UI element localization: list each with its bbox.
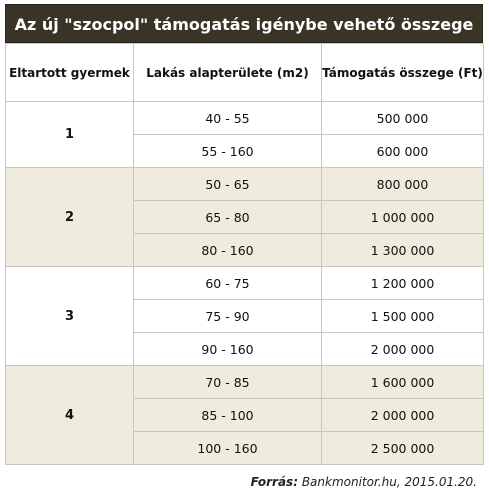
area-cell: 50 - 65 bbox=[134, 168, 322, 201]
support-table-panel bbox=[5, 4, 483, 489]
area-cell: 40 - 55 bbox=[134, 102, 322, 135]
source-note bbox=[5, 475, 483, 489]
amount-cell: 2 000 000 bbox=[322, 333, 484, 366]
amount-cell: 1 000 000 bbox=[322, 201, 484, 234]
area-cell: 70 - 85 bbox=[134, 366, 322, 399]
area-cell: 100 - 160 bbox=[134, 432, 322, 465]
area-cell: 90 - 160 bbox=[134, 333, 322, 366]
area-cell: 55 - 160 bbox=[134, 135, 322, 168]
children-count-cell: 4 bbox=[6, 366, 134, 465]
table-title: Az új "szocpol" támogatás igénybe vehető összege bbox=[5, 4, 483, 43]
amount-cell: 1 600 000 bbox=[322, 366, 484, 399]
header-amount: Támogatás összege (Ft) bbox=[322, 44, 484, 102]
support-table bbox=[5, 43, 484, 465]
header-children: Eltartott gyermek bbox=[6, 44, 134, 102]
header-area: Lakás alapterülete (m2) bbox=[134, 44, 322, 102]
table-row bbox=[6, 168, 484, 201]
table-row bbox=[6, 366, 484, 399]
table-row bbox=[6, 102, 484, 135]
source-text: Bankmonitor.hu, 2015.01.20. bbox=[301, 475, 477, 489]
children-count-cell: 1 bbox=[6, 102, 134, 168]
table-row bbox=[6, 267, 484, 300]
amount-cell: 2 000 000 bbox=[322, 399, 484, 432]
amount-cell: 1 300 000 bbox=[322, 234, 484, 267]
amount-cell: 800 000 bbox=[322, 168, 484, 201]
area-cell: 65 - 80 bbox=[134, 201, 322, 234]
table-body bbox=[6, 102, 484, 465]
area-cell: 75 - 90 bbox=[134, 300, 322, 333]
children-count-cell: 3 bbox=[6, 267, 134, 366]
amount-cell: 2 500 000 bbox=[322, 432, 484, 465]
children-count-cell: 2 bbox=[6, 168, 134, 267]
area-cell: 85 - 100 bbox=[134, 399, 322, 432]
amount-cell: 1 200 000 bbox=[322, 267, 484, 300]
header-row bbox=[6, 44, 484, 102]
source-label: Forrás: bbox=[250, 475, 298, 489]
amount-cell: 1 500 000 bbox=[322, 300, 484, 333]
amount-cell: 600 000 bbox=[322, 135, 484, 168]
area-cell: 60 - 75 bbox=[134, 267, 322, 300]
area-cell: 80 - 160 bbox=[134, 234, 322, 267]
amount-cell: 500 000 bbox=[322, 102, 484, 135]
